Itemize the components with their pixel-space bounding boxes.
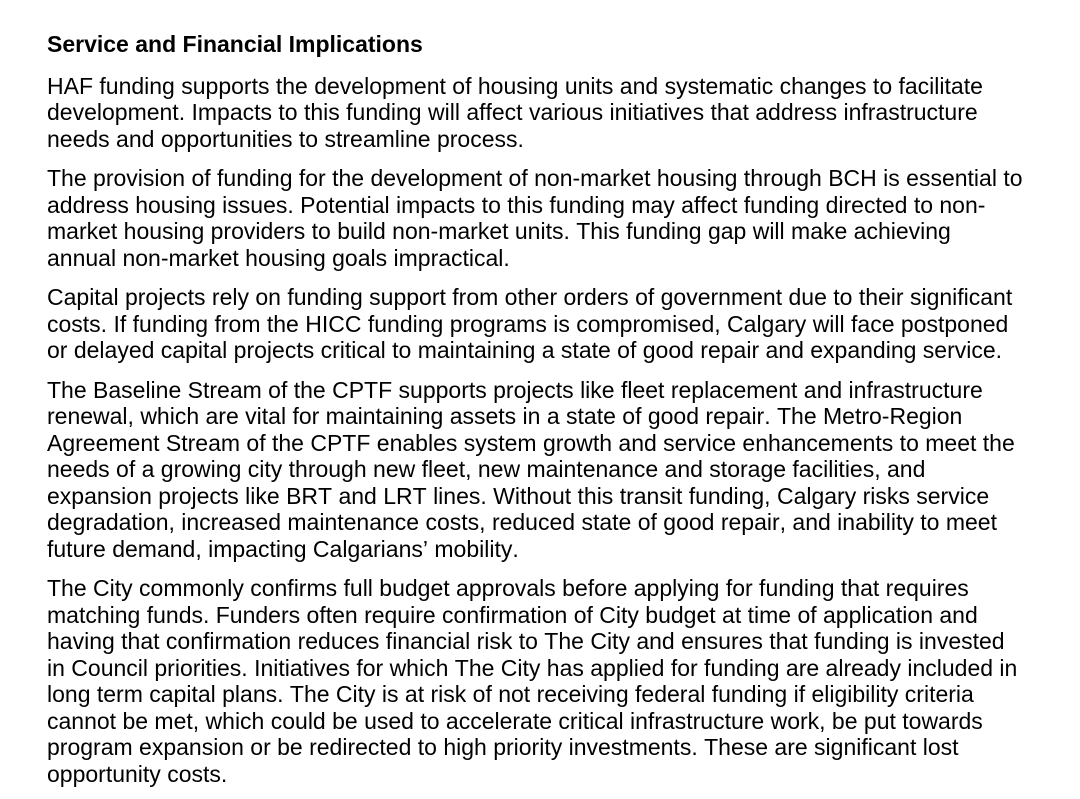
paragraph-capital-projects: Capital projects rely on funding support from other orders of government due to their significant costs. If funding from the HICC funding programs is compromised, Calgary will face postponed or delayed capital projects critical to maintaining a state of good repair and expanding service.	[47, 284, 1013, 363]
paragraph-non-market-housing: The provision of funding for the development of non-market housing through BCH is essential to address housing issues. Potential impacts to this funding may affect funding directed to non-market housing providers to build non-market units. This funding gap will make achieving annual non-market housing goals impractical.	[47, 165, 1023, 271]
paragraph-cptf-streams: The Baseline Stream of the CPTF supports projects like fleet replacement and infrastructure renewal, which are vital for maintaining assets in a state of good repair. The Metro-Region Agreement Stream of the CPTF enables system growth and service enhancements to meet the needs of a growing city through new fleet, new maintenance and storage facilities, and expansion projects like BRT and LRT lines. Without this transit funding, Calgary risks service degradation, increased maintenance costs, reduced state of good repair, and inability to meet future demand, impacting Calgarians’ mobility.	[47, 376, 1015, 562]
paragraph-budget-approvals: The City commonly confirms full budget approvals before applying for funding that requires matching funds. Funders often require confirmation of City budget at time of application and having that confirmation reduces financial risk to The City and ensures that funding is invested in Council priorities. Initiatives for which The City has applied for funding are already included in long term capital plans. The City is at risk of not receiving federal funding if eligibility criteria cannot be met, which could be used to accelerate critical infrastructure work, be put towards program expansion or be redirected to high priority investments. These are significant lost opportunity costs.	[47, 575, 1018, 787]
section-heading: Service and Financial Implications	[47, 31, 423, 57]
paragraph-haf-funding: HAF funding supports the development of housing units and systematic changes to facilitate development. Impacts to this funding will affect various initiatives that address infrastructure needs and opportunities to streamline process.	[47, 72, 983, 152]
